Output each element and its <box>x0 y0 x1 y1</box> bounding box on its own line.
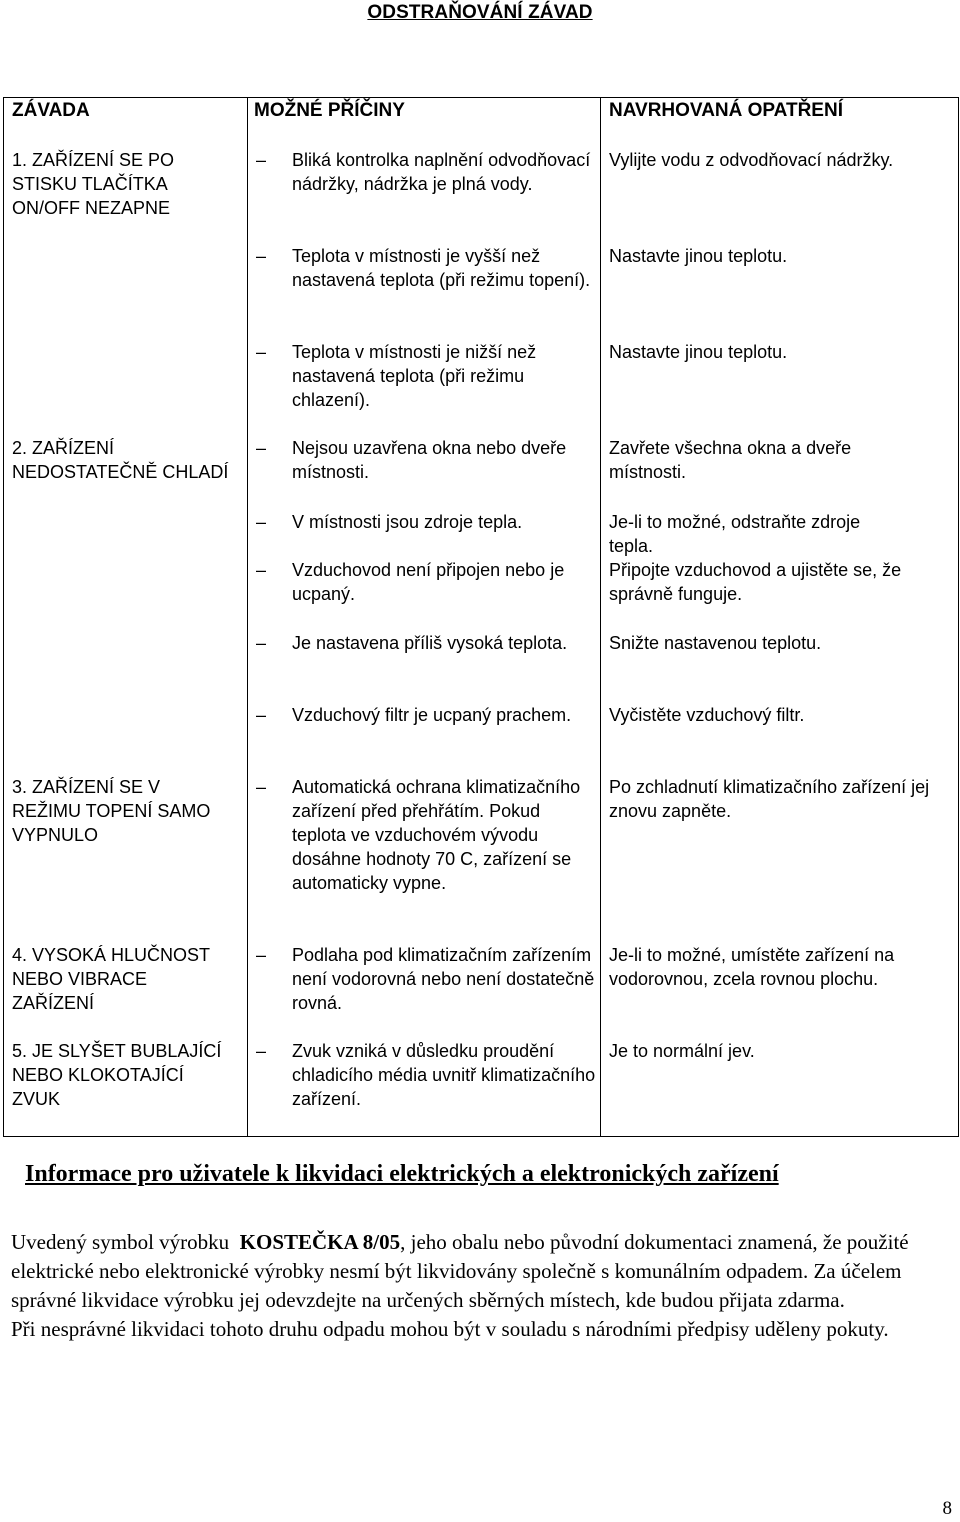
paragraph-text: Uvedený symbol výrobku <box>11 1230 230 1254</box>
action-text: Po zchladnutí klimatizačního zařízení jej znovu zapněte. <box>609 777 930 821</box>
dash-bullet: – <box>255 560 266 580</box>
dash-bullet: – <box>255 633 266 653</box>
dash-bullet: – <box>255 705 266 725</box>
column-divider <box>600 98 601 1136</box>
disposal-paragraph-2: Při nesprávné likvidaci tohoto druhu odpadu mohou být v souladu s národními předpisy uděleny pokuty. <box>11 1317 889 1341</box>
cause-item <box>255 775 592 895</box>
disposal-info-body <box>11 1228 941 1344</box>
action-text: Nastavte jinou teplotu. <box>609 342 788 362</box>
header-causes: MOŽNÉ PŘÍČINY <box>254 100 405 121</box>
action-text: Nastavte jinou teplotu. <box>609 246 788 266</box>
cause-text: Zvuk vzniká v důsledku proudění chladicího média uvnitř klimatizačního zařízení. <box>292 1041 596 1109</box>
action-text: Zavřete všechna okna a dveře místnosti. <box>609 438 852 482</box>
cause-item <box>255 436 597 484</box>
action-text: Snižte nastavenou teplotu. <box>609 633 822 653</box>
page-number: 8 <box>942 1498 952 1519</box>
dash-bullet: – <box>255 777 266 797</box>
header-fault: ZÁVADA <box>12 100 90 121</box>
dash-bullet: – <box>255 1041 266 1061</box>
cause-item <box>255 148 597 196</box>
cause-item <box>255 558 597 606</box>
dash-bullet: – <box>255 150 266 170</box>
header-actions: NAVRHOVANÁ OPATŘENÍ <box>609 100 843 121</box>
cause-text: Vzduchovod není připojen nebo je ucpaný. <box>292 560 565 604</box>
action-text: Je-li to možné, odstraňte zdroje tepla. <box>609 512 861 556</box>
troubleshooting-table <box>3 97 959 1137</box>
cause-text: Je nastavena příliš vysoká teplota. <box>292 633 568 653</box>
cause-item <box>255 703 597 727</box>
cause-text: Podlaha pod klimatizačním zařízením není vodorovná nebo není dostatečně rovná. <box>292 945 595 1013</box>
dash-bullet: – <box>255 945 266 965</box>
disposal-info-title: Informace pro uživatele k likvidaci elektrických a elektronických zařízení <box>25 1161 779 1187</box>
fault-3: 3. ZAŘÍZENÍ SE V REŽIMU TOPENÍ SAMO VYPNULO <box>12 777 211 845</box>
fault-2: 2. ZAŘÍZENÍ NEDOSTATEČNĚ CHLADÍ <box>12 438 229 482</box>
cause-text: Automatická ochrana klimatizačního zařízení před přehřátím. Pokud teplota ve vzduchovém vývodu dosáhne hodnoty 70 C, zařízení se automaticky vypne. <box>292 777 581 893</box>
page-title: ODSTRAŇOVÁNÍ ZÁVAD <box>367 2 593 23</box>
paragraph-text: , jeho obalu nebo původní dokumentaci znamená, že použité elektrické nebo elektronické výrobky nesmí být likvidovány společně s komunálním odpadem. Za účelem správné likvidace výrobku jej odevzdejte na určených sběrných místech, kde budou přijata zdarma. <box>11 1230 909 1312</box>
cause-item <box>255 1039 597 1111</box>
fault-5: 5. JE SLYŠET BUBLAJÍCÍ NEBO KLOKOTAJÍCÍ ZVUK <box>12 1041 222 1109</box>
cause-text: Bliká kontrolka naplnění odvodňovací nádržky, nádržka je plná vody. <box>292 150 591 194</box>
action-text: Vylijte vodu z odvodňovací nádržky. <box>609 150 894 170</box>
cause-item <box>255 631 597 655</box>
cause-text: Nejsou uzavřena okna nebo dveře místnosti. <box>292 438 567 482</box>
action-text: Je to normální jev. <box>609 1041 755 1061</box>
dash-bullet: – <box>255 246 266 266</box>
action-text: Vyčistěte vzduchový filtr. <box>609 705 805 725</box>
cause-text: Vzduchový filtr je ucpaný prachem. <box>292 705 572 725</box>
dash-bullet: – <box>255 342 266 362</box>
cause-item <box>255 244 597 292</box>
dash-bullet: – <box>255 512 266 532</box>
action-text: Je-li to možné, umístěte zařízení na vodorovnou, zcela rovnou plochu. <box>609 945 895 989</box>
column-divider <box>247 98 248 1136</box>
cause-text: Teplota v místnosti je vyšší než nastavená teplota (při režimu topení). <box>292 246 591 290</box>
fault-1: 1. ZAŘÍZENÍ SE PO STISKU TLAČÍTKA ON/OFF NEZAPNE <box>12 150 175 218</box>
product-name: KOSTEČKA 8/05 <box>239 1230 401 1254</box>
cause-text: V místnosti jsou zdroje tepla. <box>292 512 523 532</box>
cause-item <box>255 340 597 412</box>
disposal-paragraph-1 <box>11 1228 941 1315</box>
cause-text: Teplota v místnosti je nižší než nastavená teplota (při režimu chlazení). <box>292 342 537 410</box>
action-text: Připojte vzduchovod a ujistěte se, že správně funguje. <box>609 560 902 604</box>
cause-item <box>255 943 597 1015</box>
cause-item <box>255 510 597 534</box>
dash-bullet: – <box>255 438 266 458</box>
fault-4: 4. VYSOKÁ HLUČNOST NEBO VIBRACE ZAŘÍZENÍ <box>12 945 210 1013</box>
